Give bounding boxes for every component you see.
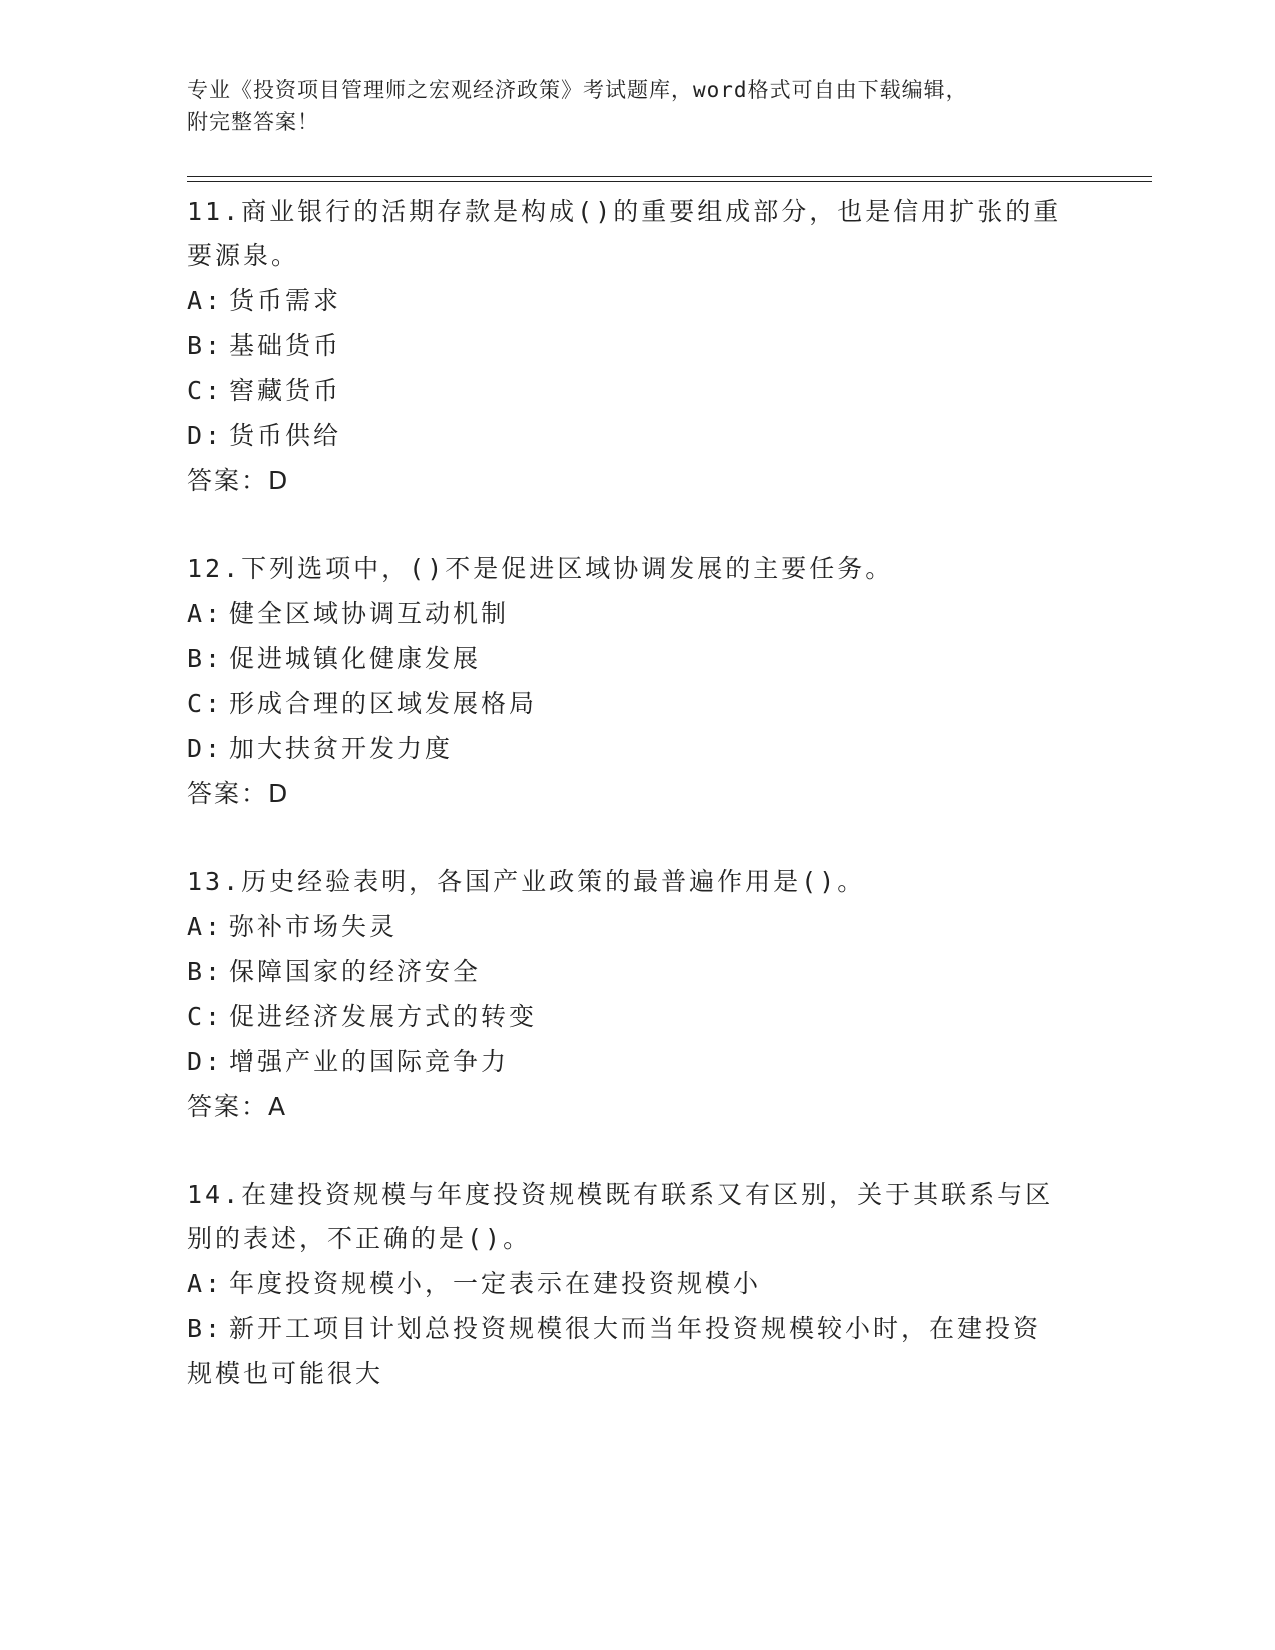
option-text: 形成合理的区域发展格局	[229, 689, 538, 718]
option-letter: D:	[187, 1047, 224, 1076]
question-stem: 13.历史经验表明，各国产业政策的最普遍作用是()。	[187, 867, 866, 896]
question-13	[187, 860, 1067, 1129]
option-a	[187, 1261, 1067, 1306]
question-stem: 11.商业银行的活期存款是构成()的重要组成部分，也是信用扩张的重要源泉。	[187, 197, 1062, 270]
option-text: 基础货币	[229, 331, 342, 360]
option-c	[187, 681, 1067, 726]
option-text: 弥补市场失灵	[229, 912, 398, 941]
option-letter: D:	[187, 421, 224, 450]
option-letter: B:	[187, 644, 224, 673]
question-stem: 12.下列选项中，()不是促进区域协调发展的主要任务。	[187, 554, 894, 583]
option-letter: C:	[187, 689, 224, 718]
option-text: 加大扶贫开发力度	[229, 734, 454, 763]
option-letter: D:	[187, 734, 224, 763]
option-text: 货币需求	[229, 286, 342, 315]
option-text: 健全区域协调互动机制	[229, 599, 510, 628]
document-header	[187, 74, 1067, 138]
option-a	[187, 591, 1067, 636]
option-letter: A:	[187, 1269, 224, 1298]
option-d	[187, 726, 1067, 771]
option-letter: B:	[187, 1314, 224, 1343]
option-letter: A:	[187, 599, 224, 628]
option-letter: A:	[187, 286, 224, 315]
option-d	[187, 1039, 1067, 1084]
option-letter: B:	[187, 331, 224, 360]
option-c	[187, 368, 1067, 413]
question-12	[187, 547, 1067, 816]
header-divider-top	[187, 176, 1152, 177]
answer-label: 答案：D	[187, 779, 290, 808]
question-14	[187, 1173, 1067, 1396]
option-letter: C:	[187, 376, 224, 405]
question-list	[187, 190, 1067, 1440]
option-letter: B:	[187, 957, 224, 986]
header-line-1: 专业《投资项目管理师之宏观经济政策》考试题库，word格式可自由下载编辑，	[187, 78, 968, 102]
answer-label: 答案：A	[187, 1092, 288, 1121]
option-c	[187, 994, 1067, 1039]
option-text: 货币供给	[229, 421, 342, 450]
answer-label: 答案：D	[187, 466, 290, 495]
question-11	[187, 190, 1067, 503]
option-text: 窖藏货币	[229, 376, 342, 405]
option-text: 增强产业的国际竞争力	[229, 1047, 510, 1076]
option-text: 促进城镇化健康发展	[229, 644, 482, 673]
option-letter: C:	[187, 1002, 224, 1031]
option-text: 保障国家的经济安全	[229, 957, 482, 986]
option-letter: A:	[187, 912, 224, 941]
option-b	[187, 636, 1067, 681]
header-line-2: 附完整答案！	[187, 110, 319, 134]
option-b	[187, 949, 1067, 994]
header-divider-bottom	[187, 181, 1152, 182]
option-d	[187, 413, 1067, 458]
option-text: 新开工项目计划总投资规模很大而当年投资规模较小时，在建投资规模也可能很大	[187, 1314, 1042, 1388]
question-stem: 14.在建投资规模与年度投资规模既有联系又有区别，关于其联系与区别的表述，不正确的是()。	[187, 1180, 1054, 1253]
option-a	[187, 278, 1067, 323]
option-b	[187, 323, 1067, 368]
option-a	[187, 904, 1067, 949]
option-b	[187, 1306, 1067, 1396]
option-text: 年度投资规模小，一定表示在建投资规模小	[229, 1269, 762, 1298]
option-text: 促进经济发展方式的转变	[229, 1002, 538, 1031]
